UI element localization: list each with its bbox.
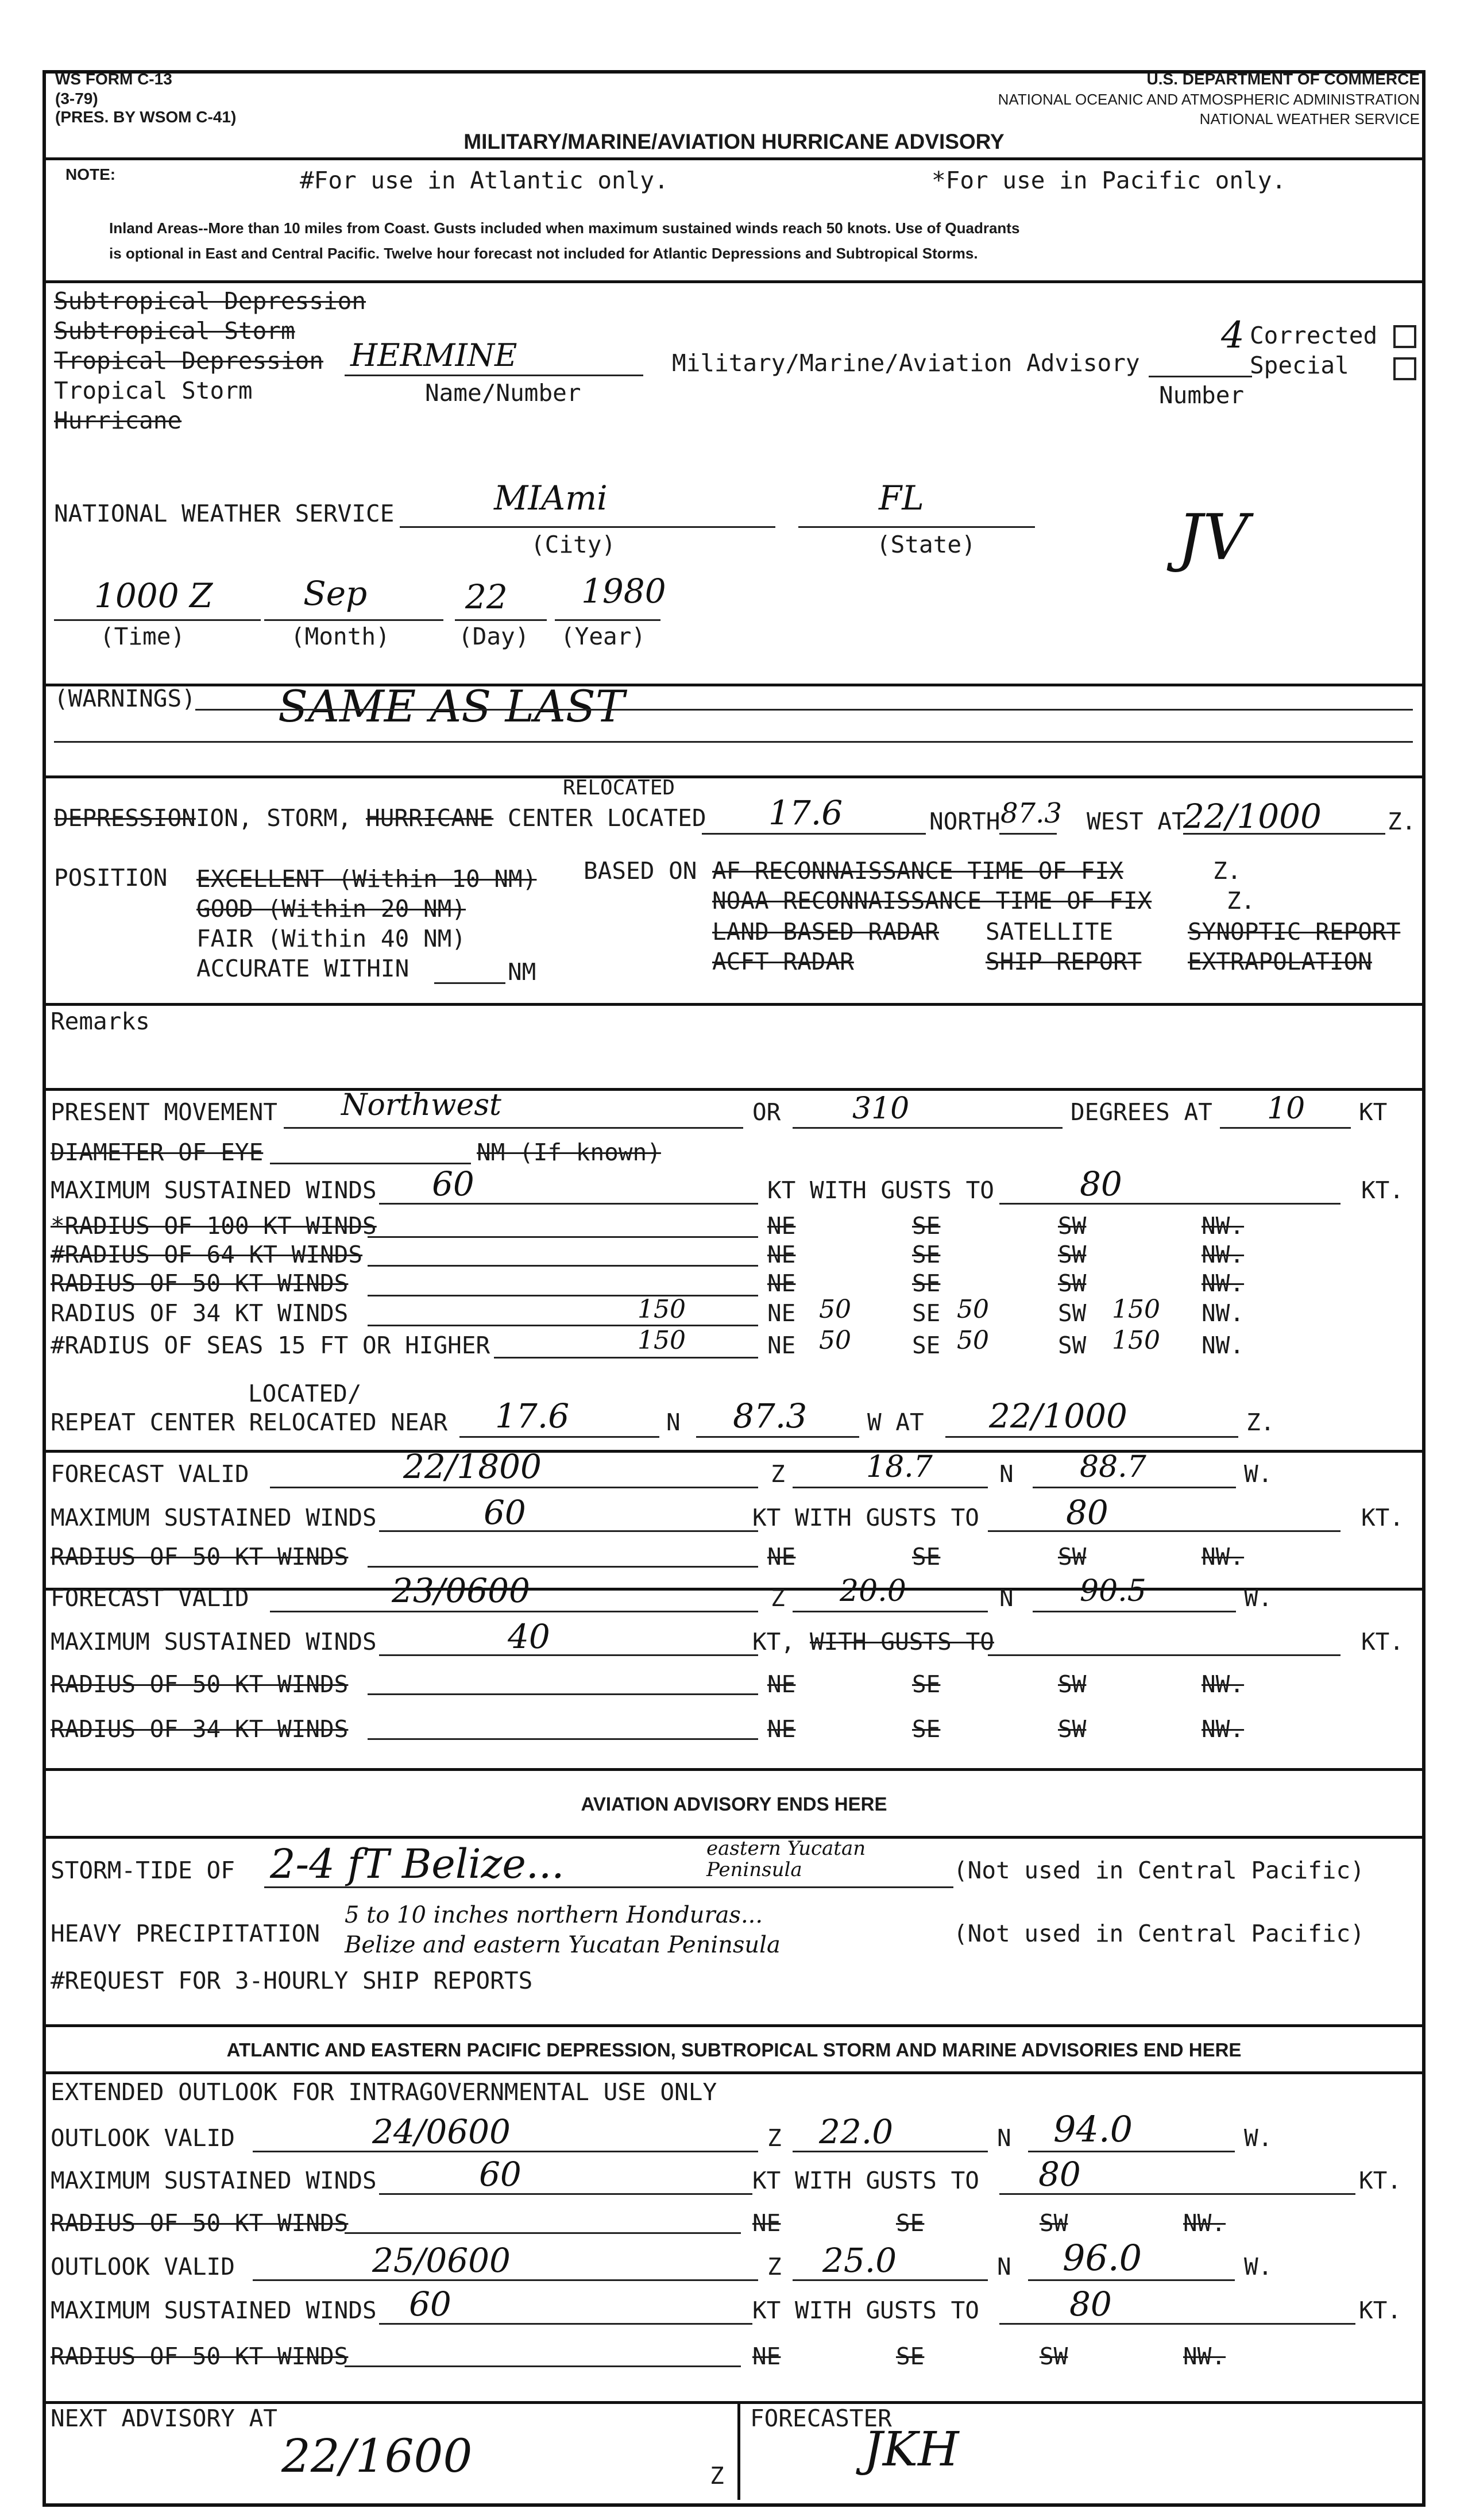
- q-sw: SW: [1040, 2209, 1068, 2237]
- radius-34-label: RADIUS OF 34 KT WINDS: [51, 1299, 349, 1327]
- precip-value-2: Belize and eastern Yucatan Peninsula: [345, 1932, 781, 1958]
- relocated-label: RELOCATED: [563, 776, 675, 800]
- forecast2-time: 23/0600: [392, 1571, 530, 1610]
- underline: [793, 1127, 1063, 1129]
- center-located-label: CENTER LOCATED: [507, 804, 706, 832]
- eye-label: DIAMETER OF EYE: [51, 1139, 264, 1166]
- outlook2-winds-label: MAXIMUM SUSTAINED WINDS: [51, 2297, 377, 2324]
- repeat-located-label: LOCATED/: [248, 1380, 362, 1407]
- outlook-header: EXTENDED OUTLOOK FOR INTRAGOVERNMENTAL USE ONLY: [51, 2078, 717, 2106]
- precip-note: (Not used in Central Pacific): [953, 1920, 1365, 1947]
- q-sw: SW: [1058, 1299, 1087, 1327]
- q-se: SE: [912, 1332, 941, 1359]
- rule: [43, 775, 1422, 778]
- storm-name-value: HERMINE: [350, 337, 517, 373]
- month-value: Sep: [303, 574, 368, 613]
- underline: [253, 2151, 758, 2152]
- hurricane-struck: HURRICANE: [366, 804, 494, 832]
- radius34-se: 50: [957, 1295, 989, 1324]
- corrected-label: Corrected: [1250, 322, 1378, 349]
- day-value: 22: [465, 577, 508, 616]
- outlook1-radius-label: RADIUS OF 50 KT WINDS: [51, 2209, 349, 2237]
- underline: [793, 1611, 988, 1612]
- underline: [1033, 1487, 1236, 1488]
- forecast1-lon: 88.7: [1080, 1450, 1146, 1484]
- center-lon-value: 87.3: [1000, 797, 1062, 829]
- storm-tide-annotation: eastern Yucatan Peninsula: [706, 1837, 866, 1882]
- forecast1-winds: 60: [484, 1493, 526, 1532]
- q-se: SE: [912, 1269, 941, 1297]
- remarks-label: Remarks: [51, 1008, 150, 1035]
- outlook2-time: 25/0600: [372, 2241, 511, 2280]
- day-caption: (Day): [458, 623, 530, 650]
- q-ne: NE: [767, 1212, 796, 1240]
- forecast1-winds-label: MAXIMUM SUSTAINED WINDS: [51, 1504, 377, 1531]
- radius-100-label: *RADIUS OF 100 KT WINDS: [51, 1212, 377, 1240]
- form-id-line1: WS FORM C-13: [55, 70, 172, 88]
- q-se: SE: [912, 1543, 941, 1570]
- agency-line1: U.S. DEPARTMENT OF COMMERCE: [1146, 70, 1420, 88]
- q-sw: SW: [1058, 1241, 1087, 1268]
- q-sw: SW: [1058, 1543, 1087, 1570]
- forecast2-gusts-label: WITH GUSTS TO: [810, 1628, 994, 1655]
- rule: [43, 1768, 1422, 1771]
- q-ne: NE: [767, 1543, 796, 1570]
- outlook2-label: OUTLOOK VALID: [51, 2253, 235, 2280]
- radius34-sw: 150: [1112, 1295, 1160, 1324]
- q-nw: NW.: [1183, 2343, 1226, 2370]
- forecast2-winds: 40: [508, 1617, 550, 1656]
- next-advisory-value: 22/1600: [281, 2429, 473, 2483]
- storm-tide-label: STORM-TIDE OF: [51, 1857, 235, 1884]
- next-advisory-label: NEXT ADVISORY AT: [51, 2405, 277, 2432]
- underline: [368, 1295, 758, 1296]
- underline: [1028, 2279, 1235, 2281]
- forecast2-kt-comma: KT,: [752, 1628, 795, 1655]
- underline: [379, 2193, 752, 2195]
- q-nw: NW.: [1202, 1715, 1245, 1743]
- q-se: SE: [912, 1715, 941, 1743]
- outlook2-n: N: [997, 2253, 1011, 2280]
- rule: [43, 1088, 1422, 1091]
- storm-type-subtropical-depression: Subtropical Depression: [54, 287, 366, 315]
- storm-tide-value: 2-4 fT Belize...: [270, 1840, 565, 1888]
- underline: [459, 1436, 659, 1438]
- north-label: NORTH: [929, 808, 1000, 835]
- rule: [737, 2401, 740, 2500]
- underline: [195, 709, 1413, 711]
- forecast2-winds-label: MAXIMUM SUSTAINED WINDS: [51, 1628, 377, 1655]
- outlook2-lon: 96.0: [1063, 2237, 1142, 2279]
- radius34-lead: 150: [638, 1295, 686, 1324]
- underline: [793, 1487, 988, 1488]
- underline: [264, 619, 443, 621]
- agency-line2: NATIONAL OCEANIC AND ATMOSPHERIC ADMINISTRATION: [998, 91, 1420, 108]
- underline: [999, 1203, 1340, 1205]
- outlook2-gusts-label: KT WITH GUSTS TO: [752, 2297, 979, 2324]
- forecast1-gusts: 80: [1066, 1493, 1108, 1532]
- outlook2-gusts: 80: [1069, 2284, 1112, 2324]
- underline: [999, 2193, 1355, 2195]
- depression-struck: DEPRESSION: [54, 804, 196, 832]
- special-checkbox[interactable]: [1393, 357, 1416, 380]
- max-winds-label: MAXIMUM SUSTAINED WINDS: [51, 1176, 377, 1204]
- rule: [43, 280, 1422, 283]
- underline: [494, 1357, 758, 1359]
- satellite-option: SATELLITE: [986, 918, 1114, 946]
- form-title: MILITARY/MARINE/AVIATION HURRICANE ADVISORY: [463, 130, 1005, 153]
- rule: [43, 2024, 1422, 2027]
- land-radar-option: LAND BASED RADAR: [712, 918, 939, 946]
- position-accurate: ACCURATE WITHIN: [196, 955, 410, 982]
- acft-radar-option: ACFT RADAR: [712, 948, 854, 975]
- month-caption: (Month): [291, 623, 390, 650]
- outlook1-w: W.: [1244, 2124, 1273, 2152]
- movement-speed: 10: [1267, 1091, 1305, 1126]
- q-nw: NW.: [1202, 1241, 1245, 1268]
- q-ne: NE: [767, 1299, 796, 1327]
- forecast1-time: 22/1800: [403, 1447, 542, 1486]
- eye-nm-known: NM (If known): [477, 1139, 661, 1166]
- underline: [379, 1654, 758, 1656]
- radius-50-label: RADIUS OF 50 KT WINDS: [51, 1269, 349, 1297]
- rule: [43, 1003, 1422, 1006]
- underline: [945, 1436, 1238, 1438]
- rule: [43, 1450, 1422, 1453]
- outlook1-kt: KT.: [1359, 2167, 1402, 2194]
- af-recon-option: AF RECONNAISSANCE TIME OF FIX: [712, 857, 1123, 885]
- q-ne: NE: [767, 1715, 796, 1743]
- nws-state-value: FL: [879, 478, 924, 518]
- forecast2-radius50-label: RADIUS OF 50 KT WINDS: [51, 1670, 349, 1698]
- outlook2-kt: KT.: [1359, 2297, 1402, 2324]
- underline: [1183, 833, 1385, 835]
- forecast2-label: FORECAST VALID: [51, 1584, 249, 1612]
- underline: [379, 1530, 758, 1532]
- underline: [264, 1886, 953, 1888]
- underline: [368, 1236, 758, 1238]
- form-id-line2: (3-79): [55, 90, 98, 107]
- underline: [368, 1693, 758, 1695]
- outlook1-z: Z: [767, 2124, 782, 2152]
- center-time-value: 22/1000: [1183, 797, 1322, 836]
- note-label: NOTE:: [65, 165, 116, 183]
- underline: [1028, 2151, 1235, 2152]
- underline: [999, 2323, 1355, 2325]
- q-nw: NW.: [1202, 1269, 1245, 1297]
- advisory-number: 4: [1221, 314, 1245, 357]
- q-sw: SW: [1058, 1332, 1087, 1359]
- aviation-end-banner: AVIATION ADVISORY ENDS HERE: [581, 1793, 887, 1815]
- q-ne: NE: [752, 2343, 781, 2370]
- outlook2-radius-label: RADIUS OF 50 KT WINDS: [51, 2343, 349, 2370]
- q-ne: NE: [752, 2209, 781, 2237]
- forecast2-lon: 90.5: [1080, 1574, 1146, 1608]
- max-winds-value: 60: [432, 1164, 474, 1203]
- outlook1-lat: 22.0: [819, 2112, 894, 2151]
- underline: [284, 1127, 743, 1129]
- center-line: [54, 806, 706, 830]
- q-sw: SW: [1058, 1715, 1087, 1743]
- af-recon-z: Z.: [1213, 857, 1242, 885]
- forecaster-label: FORECASTER: [750, 2405, 892, 2432]
- repeat-n: N: [666, 1408, 681, 1436]
- q-sw: SW: [1058, 1670, 1087, 1698]
- position-fair: FAIR (Within 40 NM): [196, 925, 466, 952]
- q-nw: NW.: [1202, 1299, 1245, 1327]
- forecast1-label: FORECAST VALID: [51, 1460, 249, 1488]
- storm-label: ION, STORM,: [195, 804, 352, 832]
- q-se: SE: [912, 1299, 941, 1327]
- q-se: SE: [912, 1241, 941, 1268]
- underline: [379, 2323, 752, 2325]
- forecast2-lat: 20.0: [840, 1574, 906, 1608]
- forecast1-gusts-label: KT WITH GUSTS TO: [752, 1504, 979, 1531]
- forecast1-w: W.: [1244, 1460, 1273, 1488]
- underline: [702, 833, 926, 835]
- marine-end-banner: ATLANTIC AND EASTERN PACIFIC DEPRESSION, SUBTROPICAL STORM AND MARINE ADVISORIES END HERE: [226, 2039, 1242, 2060]
- q-nw: NW.: [1202, 1332, 1245, 1359]
- outlook2-z: Z: [767, 2253, 782, 2280]
- movement-or: OR: [752, 1098, 781, 1126]
- underline: [54, 619, 261, 621]
- seas-sw: 150: [1112, 1326, 1160, 1355]
- corrected-checkbox[interactable]: [1393, 325, 1416, 348]
- nws-city-value: MIAmi: [494, 478, 608, 518]
- underline: [798, 526, 1035, 528]
- forecast2-n: N: [999, 1584, 1014, 1612]
- nws-city-caption: (City): [531, 531, 616, 558]
- advisory-label: Military/Marine/Aviation Advisory: [672, 349, 1140, 377]
- underline: [555, 619, 660, 621]
- q-se: SE: [912, 1670, 941, 1698]
- storm-tide-note: (Not used in Central Pacific): [953, 1857, 1365, 1884]
- repeat-z: Z.: [1246, 1408, 1275, 1436]
- underline: [379, 1203, 758, 1205]
- movement-label: PRESENT MOVEMENT: [51, 1098, 277, 1126]
- warnings-value: SAME AS LAST: [278, 681, 625, 732]
- q-sw: SW: [1040, 2343, 1068, 2370]
- rule: [43, 157, 1422, 160]
- underline: [400, 526, 775, 528]
- underline: [696, 1436, 859, 1438]
- underline: [368, 1325, 758, 1326]
- radius34-ne: 50: [819, 1295, 851, 1324]
- note-pacific: *For use in Pacific only.: [932, 167, 1287, 194]
- underline: [368, 1566, 758, 1568]
- precip-value-1: 5 to 10 inches northern Honduras...: [345, 1902, 763, 1928]
- rule: [43, 2401, 1422, 2404]
- forecast1-lat: 18.7: [866, 1450, 933, 1484]
- seas-se: 50: [957, 1326, 989, 1355]
- forecast1-radius-label: RADIUS OF 50 KT WINDS: [51, 1543, 349, 1570]
- seas-lead: 150: [638, 1326, 686, 1355]
- repeat-lon-value: 87.3: [733, 1396, 808, 1435]
- special-label: Special: [1250, 352, 1349, 379]
- outlook2-lat: 25.0: [822, 2241, 897, 2280]
- storm-type-tropical-depression: Tropical Depression: [54, 347, 323, 375]
- based-on-label: BASED ON: [584, 857, 697, 885]
- radius-64-label: #RADIUS OF 64 KT WINDS: [51, 1241, 363, 1268]
- forecast1-n: N: [999, 1460, 1014, 1488]
- ship-request: #REQUEST FOR 3-HOURLY SHIP REPORTS: [51, 1967, 533, 1994]
- underline: [368, 1265, 758, 1267]
- underline: [1220, 1127, 1351, 1129]
- next-advisory-z: Z: [710, 2462, 724, 2490]
- movement-degrees: 310: [852, 1091, 910, 1126]
- q-sw: SW: [1058, 1212, 1087, 1240]
- underline: [253, 2279, 758, 2281]
- outlook1-gusts-label: KT WITH GUSTS TO: [752, 2167, 979, 2194]
- q-nw: NW.: [1202, 1212, 1245, 1240]
- underline: [434, 982, 505, 984]
- agency-line3: NATIONAL WEATHER SERVICE: [1199, 110, 1420, 128]
- forecast2-z: Z: [771, 1584, 785, 1612]
- underline: [345, 2232, 741, 2234]
- position-label: POSITION: [54, 864, 168, 892]
- underline: [988, 1530, 1340, 1532]
- underline: [270, 1611, 758, 1612]
- forecaster-signature: JKH: [864, 2422, 959, 2477]
- extrapolation-option: EXTRAPOLATION: [1188, 948, 1372, 975]
- repeat-lat-value: 17.6: [495, 1396, 570, 1435]
- seas-label: #RADIUS OF SEAS 15 FT OR HIGHER: [51, 1332, 490, 1359]
- storm-type-subtropical-storm: Subtropical Storm: [54, 317, 295, 345]
- rule: [43, 1588, 1422, 1591]
- q-ne: NE: [767, 1670, 796, 1698]
- repeat-w-at: W AT: [867, 1408, 924, 1436]
- q-se: SE: [896, 2209, 925, 2237]
- outlook1-n: N: [997, 2124, 1011, 2152]
- nws-label: NATIONAL WEATHER SERVICE: [54, 500, 395, 527]
- rule: [43, 684, 1422, 686]
- q-ne: NE: [767, 1332, 796, 1359]
- q-nw: NW.: [1202, 1670, 1245, 1698]
- precip-label: HEAVY PRECIPITATION: [51, 1920, 320, 1947]
- q-se: SE: [912, 1212, 941, 1240]
- time-value: 1000 Z: [94, 576, 213, 615]
- storm-type-tropical-storm: Tropical Storm: [54, 377, 253, 404]
- underline: [270, 1487, 758, 1488]
- outlook1-time: 24/0600: [372, 2112, 511, 2151]
- max-winds-gusts-value: 80: [1080, 1164, 1122, 1203]
- storm-type-hurricane: Hurricane: [54, 407, 182, 434]
- position-nm: NM: [508, 958, 536, 986]
- q-nw: NW.: [1202, 1543, 1245, 1570]
- noaa-recon-option: NOAA RECONNAISSANCE TIME OF FIX: [712, 887, 1152, 914]
- year-value: 1980: [581, 572, 666, 611]
- underline: [345, 375, 643, 376]
- movement-value: Northwest: [341, 1088, 501, 1122]
- forecast1-kt: KT.: [1361, 1504, 1404, 1531]
- q-ne: NE: [767, 1269, 796, 1297]
- outlook2-winds: 60: [409, 2284, 451, 2324]
- movement-kt: KT: [1359, 1098, 1388, 1126]
- center-lat-value: 17.6: [768, 793, 843, 832]
- underline: [54, 741, 1413, 743]
- q-se: SE: [896, 2343, 925, 2370]
- west-at-label: WEST AT: [1087, 808, 1186, 835]
- max-winds-kt: KT.: [1361, 1176, 1404, 1204]
- note-line2: is optional in East and Central Pacific. Twelve hour forecast not included for Atlantic Depressions and Subtropical Storms.: [109, 245, 978, 262]
- max-winds-gusts-label: KT WITH GUSTS TO: [767, 1176, 994, 1204]
- outlook1-winds-label: MAXIMUM SUSTAINED WINDS: [51, 2167, 377, 2194]
- q-nw: NW.: [1183, 2209, 1226, 2237]
- underline: [988, 1654, 1340, 1656]
- repeat-time-value: 22/1000: [989, 1396, 1127, 1435]
- position-good: GOOD (Within 20 NM): [196, 895, 466, 923]
- degrees-at-label: DEGREES AT: [1071, 1098, 1212, 1126]
- ship-report-option: SHIP REPORT: [986, 948, 1142, 975]
- advisory-number-caption: Number: [1159, 381, 1245, 409]
- forecast1-z: Z: [771, 1460, 785, 1488]
- underline: [368, 1738, 758, 1740]
- underline: [793, 2151, 988, 2152]
- forecast2-radius34-label: RADIUS OF 34 KT WINDS: [51, 1715, 349, 1743]
- underline: [793, 2279, 988, 2281]
- note-line1: Inland Areas--More than 10 miles from Coast. Gusts included when maximum sustained winds reach 50 knots. Use of Quadrants: [109, 219, 1020, 237]
- forecast2-kt: KT.: [1361, 1628, 1404, 1655]
- nws-state-caption: (State): [876, 531, 976, 558]
- underline: [999, 833, 1057, 835]
- storm-name-caption: Name/Number: [425, 379, 581, 407]
- note-atlantic: #For use in Atlantic only.: [300, 167, 669, 194]
- outlook1-lon: 94.0: [1053, 2108, 1133, 2150]
- year-caption: (Year): [561, 623, 646, 650]
- underline: [1033, 1611, 1236, 1612]
- outlook2-w: W.: [1244, 2253, 1273, 2280]
- form-id-line3: (PRES. BY WSOM C-41): [55, 108, 237, 126]
- outlook1-gusts: 80: [1038, 2155, 1081, 2194]
- underline: [455, 619, 547, 621]
- time-caption: (Time): [100, 623, 186, 650]
- noaa-recon-z: Z.: [1227, 887, 1255, 914]
- q-sw: SW: [1058, 1269, 1087, 1297]
- outlook1-label: OUTLOOK VALID: [51, 2124, 235, 2152]
- outlook1-winds: 60: [479, 2155, 521, 2194]
- underline: [1149, 376, 1252, 377]
- nws-initials: JV: [1177, 500, 1249, 574]
- center-z-label: Z.: [1388, 808, 1416, 835]
- seas-ne: 50: [819, 1326, 851, 1355]
- underline: [345, 2365, 741, 2367]
- warnings-label: (WARNINGS): [54, 685, 196, 712]
- position-excellent: EXCELLENT (Within 10 NM): [196, 865, 537, 893]
- rule: [43, 2071, 1422, 2074]
- synoptic-option: SYNOPTIC REPORT: [1188, 918, 1401, 946]
- repeat-label: REPEAT CENTER RELOCATED NEAR: [51, 1408, 448, 1436]
- q-ne: NE: [767, 1241, 796, 1268]
- forecast2-w: W.: [1244, 1584, 1273, 1612]
